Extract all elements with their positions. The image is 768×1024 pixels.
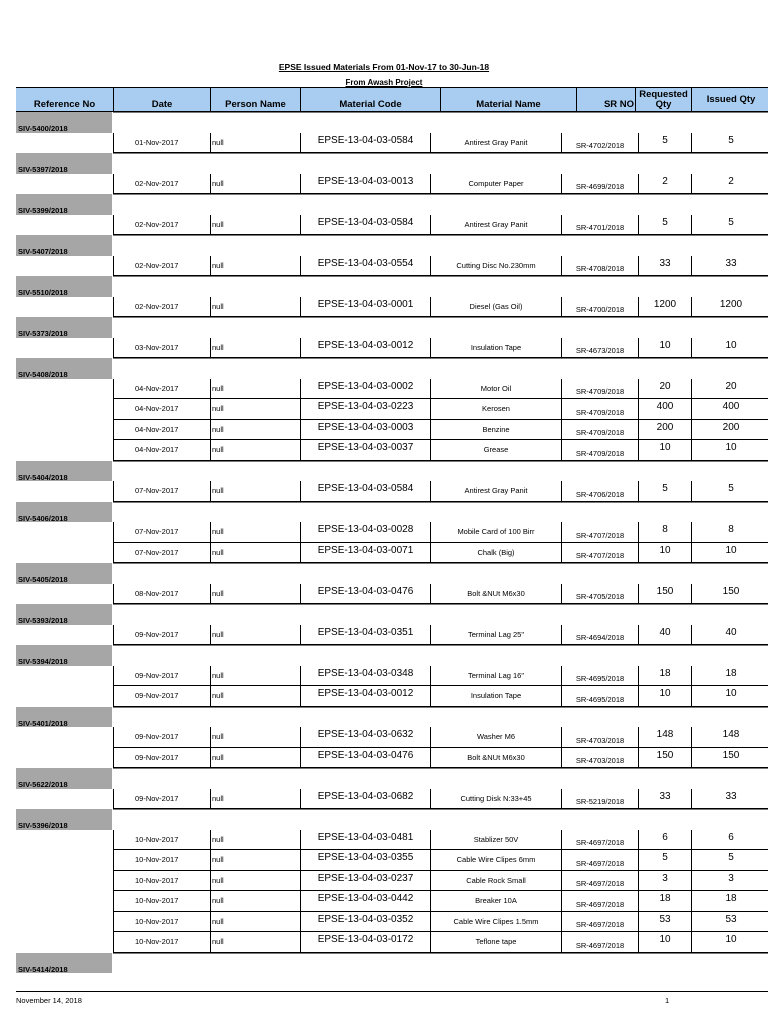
table-row [16,686,768,707]
reference-number: SIV-5396/2018 [18,821,68,830]
reference-group [16,502,768,564]
footer-divider [16,991,768,992]
requested-qty-cell: 5 [638,133,691,154]
reference-group [16,809,768,953]
sr-no-cell: SR-4702/2018 [561,133,638,154]
person-name-cell: null [210,891,300,912]
sr-no-cell: SR-4700/2018 [561,297,638,318]
person-name-cell: null [210,522,300,543]
date-cell: 08-Nov-2017 [113,584,210,605]
requested-qty-cell: 10 [638,686,691,707]
material-name-cell: Bolt &NUt M6x30 [430,584,561,605]
reference-group [16,461,768,502]
reference-group [16,707,768,769]
report-subtitle: From Awash Project [345,78,423,87]
date-cell: 10-Nov-2017 [113,891,210,912]
requested-qty-cell: 5 [638,215,691,236]
material-name-cell: Cable Wire Clipes 1.5mm [430,912,561,933]
issued-qty-cell: 8 [691,522,768,543]
issued-qty-cell: 150 [691,584,768,605]
requested-qty-cell: 150 [638,584,691,605]
reference-number: SIV-5401/2018 [18,718,68,728]
reference-spacer [113,707,768,728]
reference-number: SIV-5393/2018 [18,616,68,625]
requested-qty-cell: 400 [638,399,691,420]
material-name-cell: Terminal Lag 16" [430,666,561,687]
person-name-cell: null [210,174,300,195]
sr-no-cell: SR-4695/2018 [561,666,638,687]
reference-number: SIV-5373/2018 [18,329,68,338]
sr-no-cell: SR-4697/2018 [561,830,638,851]
issued-qty-cell: 5 [691,481,768,502]
table-row [16,727,768,748]
material-name-cell: Antirest Gray Panit [430,215,561,236]
issued-qty-cell: 5 [691,850,768,871]
requested-qty-cell: 18 [638,891,691,912]
date-cell: 04-Nov-2017 [113,420,210,441]
material-code-cell: EPSE-13-04-03-0351 [300,625,430,646]
requested-qty-cell: 10 [638,543,691,564]
sr-no-cell: SR-4708/2018 [561,256,638,277]
material-name-cell: Benzine [430,420,561,441]
requested-qty-cell: 200 [638,420,691,441]
issued-qty-cell: 40 [691,625,768,646]
material-code-cell: EPSE-13-04-03-0013 [300,174,430,195]
person-name-cell: null [210,379,300,400]
requested-qty-cell: 33 [638,789,691,810]
reference-group [16,194,768,235]
table-row [16,666,768,687]
table-row [16,850,768,871]
reference-group [16,563,768,604]
requested-qty-cell: 40 [638,625,691,646]
requested-qty-cell: 8 [638,522,691,543]
person-name-cell: null [210,850,300,871]
issued-qty-cell: 33 [691,789,768,810]
table-row [16,912,768,933]
reference-group [16,645,768,707]
table-row [16,481,768,502]
reference-group [16,276,768,317]
material-code-cell: EPSE-13-04-03-0348 [300,666,430,687]
reference-number: SIV-5406/2018 [18,513,68,523]
sr-no-cell: SR-4703/2018 [561,748,638,769]
reference-group [16,317,768,358]
sr-no-cell: SR-4694/2018 [561,625,638,646]
reference-number: SIV-5622/2018 [18,780,68,789]
header-date: Date [113,88,210,111]
person-name-cell: null [210,666,300,687]
person-name-cell: null [210,440,300,461]
issued-qty-cell: 1200 [691,297,768,318]
issued-qty-cell: 200 [691,420,768,441]
issued-qty-cell: 5 [691,133,768,154]
table-body [16,112,768,973]
person-name-cell: null [210,871,300,892]
reference-spacer [113,604,768,625]
material-code-cell: EPSE-13-04-03-0037 [300,440,430,461]
date-cell: 09-Nov-2017 [113,789,210,810]
reference-number: SIV-5394/2018 [18,657,68,666]
material-code-cell: EPSE-13-04-03-0172 [300,932,430,953]
material-name-cell: Cable Wire Clipes 6mm [430,850,561,871]
date-cell: 09-Nov-2017 [113,625,210,646]
date-cell: 02-Nov-2017 [113,215,210,236]
sr-no-cell: SR-4709/2018 [561,440,638,461]
issued-qty-cell: 10 [691,338,768,359]
reference-number: SIV-5399/2018 [18,206,68,215]
person-name-cell: null [210,830,300,851]
report-table [16,87,768,973]
person-name-cell: null [210,420,300,441]
header-requested-qty: Requested Qty [635,88,691,111]
date-cell: 07-Nov-2017 [113,543,210,564]
person-name-cell: null [210,625,300,646]
material-name-cell: Computer Paper [430,174,561,195]
person-name-cell: null [210,543,300,564]
requested-qty-cell: 53 [638,912,691,933]
material-code-cell: EPSE-13-04-03-0028 [300,522,430,543]
reference-spacer [113,461,768,482]
table-row [16,748,768,769]
header-reference-no: Reference No [33,99,96,110]
date-cell: 03-Nov-2017 [113,338,210,359]
date-cell: 09-Nov-2017 [113,686,210,707]
date-cell: 01-Nov-2017 [113,133,210,154]
material-code-cell: EPSE-13-04-03-0632 [300,727,430,748]
material-code-cell: EPSE-13-04-03-0001 [300,297,430,318]
table-row [16,789,768,810]
date-cell: 09-Nov-2017 [113,666,210,687]
date-cell: 04-Nov-2017 [113,379,210,400]
issued-qty-cell: 10 [691,440,768,461]
sr-no-cell: SR-4697/2018 [561,912,638,933]
table-row [16,399,768,420]
reference-group [16,235,768,276]
reference-number: SIV-5414/2018 [18,964,68,974]
material-name-cell: Grease [430,440,561,461]
person-name-cell: null [210,912,300,933]
material-name-cell: Terminal Lag 25" [430,625,561,646]
sr-no-cell: SR-4697/2018 [561,850,638,871]
material-code-cell: EPSE-13-04-03-0481 [300,830,430,851]
requested-qty-cell: 10 [638,440,691,461]
sr-no-cell: SR-4706/2018 [561,481,638,502]
material-name-cell: Insulation Tape [430,686,561,707]
date-cell: 09-Nov-2017 [113,748,210,769]
issued-qty-cell: 6 [691,830,768,851]
issued-qty-cell: 18 [691,666,768,687]
material-code-cell: EPSE-13-04-03-0012 [300,686,430,707]
date-cell: 10-Nov-2017 [113,912,210,933]
material-code-cell: EPSE-13-04-03-0584 [300,215,430,236]
material-code-cell: EPSE-13-04-03-0476 [300,584,430,605]
person-name-cell: null [210,686,300,707]
material-code-cell: EPSE-13-04-03-0223 [300,399,430,420]
sr-no-cell: SR-4697/2018 [561,891,638,912]
material-name-cell: Antirest Gray Panit [430,481,561,502]
sr-no-cell: SR-4695/2018 [561,686,638,707]
issued-qty-cell: 53 [691,912,768,933]
table-row [16,891,768,912]
requested-qty-cell: 150 [638,748,691,769]
date-cell: 04-Nov-2017 [113,440,210,461]
table-row [16,420,768,441]
date-cell: 02-Nov-2017 [113,256,210,277]
requested-qty-cell: 5 [638,481,691,502]
issued-qty-cell: 150 [691,748,768,769]
report-title: EPSE Issued Materials From 01-Nov-17 to 30-Jun-18 [278,62,490,72]
requested-qty-cell: 2 [638,174,691,195]
table-row [16,256,768,277]
header-person-name: Person Name [210,88,300,111]
sr-no-cell: SR-4697/2018 [561,932,638,953]
material-name-cell: Stablizer 50V [430,830,561,851]
material-code-cell: EPSE-13-04-03-0682 [300,789,430,810]
requested-qty-cell: 1200 [638,297,691,318]
reference-spacer [113,563,768,584]
reference-spacer [113,317,768,338]
issued-qty-cell: 33 [691,256,768,277]
sr-no-cell: SR-4705/2018 [561,584,638,605]
date-cell: 07-Nov-2017 [113,522,210,543]
reference-spacer [113,645,768,666]
material-name-cell: Teflone tape [430,932,561,953]
material-code-cell: EPSE-13-04-03-0002 [300,379,430,400]
header-material-name: Material Name [440,88,576,111]
sr-no-cell: SR-4697/2018 [561,871,638,892]
material-code-cell: EPSE-13-04-03-0355 [300,850,430,871]
table-header [16,87,768,112]
sr-no-cell: SR-4707/2018 [561,522,638,543]
reference-spacer [113,194,768,215]
material-name-cell: Washer M6 [430,727,561,748]
requested-qty-cell: 3 [638,871,691,892]
reference-group [16,768,768,809]
table-row [16,584,768,605]
requested-qty-cell: 148 [638,727,691,748]
footer-page-number: 1 [665,996,670,1005]
material-name-cell: Insulation Tape [430,338,561,359]
issued-qty-cell: 10 [691,932,768,953]
header-sr-no: SR NO [576,88,661,111]
reference-number: SIV-5405/2018 [18,575,68,584]
material-code-cell: EPSE-13-04-03-0476 [300,748,430,769]
reference-spacer [113,953,768,974]
table-row [16,297,768,318]
reference-number: SIV-5407/2018 [18,247,68,256]
material-code-cell: EPSE-13-04-03-0237 [300,871,430,892]
requested-qty-cell: 33 [638,256,691,277]
requested-qty-cell: 20 [638,379,691,400]
table-row [16,871,768,892]
table-row [16,440,768,461]
material-name-cell: Cutting Disc No.230mm [430,256,561,277]
reference-number: SIV-5404/2018 [18,472,68,482]
material-code-cell: EPSE-13-04-03-0071 [300,543,430,564]
date-cell: 10-Nov-2017 [113,850,210,871]
date-cell: 10-Nov-2017 [113,830,210,851]
person-name-cell: null [210,256,300,277]
requested-qty-cell: 10 [638,932,691,953]
requested-qty-cell: 5 [638,850,691,871]
material-code-cell: EPSE-13-04-03-0012 [300,338,430,359]
reference-group [16,604,768,645]
reference-number: SIV-5510/2018 [18,288,68,297]
person-name-cell: null [210,584,300,605]
material-code-cell: EPSE-13-04-03-0584 [300,133,430,154]
reference-spacer [113,235,768,256]
material-code-cell: EPSE-13-04-03-0584 [300,481,430,502]
table-row [16,174,768,195]
person-name-cell: null [210,748,300,769]
person-name-cell: null [210,789,300,810]
material-name-cell: Cable Rock Small [430,871,561,892]
header-material-code: Material Code [300,88,440,111]
date-cell: 10-Nov-2017 [113,932,210,953]
sr-no-cell: SR-4709/2018 [561,420,638,441]
sr-no-cell: SR-5219/2018 [561,789,638,810]
issued-qty-cell: 400 [691,399,768,420]
sr-no-cell: SR-4707/2018 [561,543,638,564]
reference-number: SIV-5400/2018 [18,124,68,133]
reference-group [16,358,768,461]
person-name-cell: null [210,133,300,154]
date-cell: 07-Nov-2017 [113,481,210,502]
table-row [16,932,768,953]
date-cell: 04-Nov-2017 [113,399,210,420]
person-name-cell: null [210,338,300,359]
header-issued-qty: Issued Qty [691,88,768,111]
person-name-cell: null [210,297,300,318]
material-code-cell: EPSE-13-04-03-0554 [300,256,430,277]
reference-spacer [113,809,768,830]
person-name-cell: null [210,727,300,748]
table-row [16,215,768,236]
sr-no-cell: SR-4673/2018 [561,338,638,359]
sr-no-cell: SR-4701/2018 [561,215,638,236]
reference-spacer [113,768,768,789]
reference-group [16,112,768,153]
issued-qty-cell: 10 [691,686,768,707]
date-cell: 09-Nov-2017 [113,727,210,748]
requested-qty-cell: 10 [638,338,691,359]
reference-group [16,153,768,194]
reference-spacer [113,502,768,523]
table-row [16,543,768,564]
material-name-cell: Antirest Gray Panit [430,133,561,154]
reference-spacer [113,276,768,297]
issued-qty-cell: 3 [691,871,768,892]
sr-no-cell: SR-4709/2018 [561,399,638,420]
sr-no-cell: SR-4709/2018 [561,379,638,400]
reference-spacer [113,153,768,174]
date-cell: 02-Nov-2017 [113,174,210,195]
material-name-cell: Chalk (Big) [430,543,561,564]
person-name-cell: null [210,932,300,953]
issued-qty-cell: 148 [691,727,768,748]
material-name-cell: Breaker 10A [430,891,561,912]
date-cell: 02-Nov-2017 [113,297,210,318]
sr-no-cell: SR-4699/2018 [561,174,638,195]
sr-no-cell: SR-4703/2018 [561,727,638,748]
issued-qty-cell: 5 [691,215,768,236]
person-name-cell: null [210,481,300,502]
table-row [16,830,768,851]
person-name-cell: null [210,215,300,236]
material-name-cell: Kerosen [430,399,561,420]
table-row [16,379,768,400]
material-code-cell: EPSE-13-04-03-0442 [300,891,430,912]
reference-number: SIV-5397/2018 [18,165,68,174]
issued-qty-cell: 18 [691,891,768,912]
table-row [16,522,768,543]
table-row [16,338,768,359]
reference-spacer [113,112,768,133]
material-name-cell: Mobile Card of 100 Birr [430,522,561,543]
table-row [16,625,768,646]
reference-spacer [113,358,768,379]
requested-qty-cell: 6 [638,830,691,851]
footer-date: November 14, 2018 [16,996,82,1005]
material-code-cell: EPSE-13-04-03-0003 [300,420,430,441]
reference-number: SIV-5408/2018 [18,370,68,379]
material-code-cell: EPSE-13-04-03-0352 [300,912,430,933]
issued-qty-cell: 20 [691,379,768,400]
issued-qty-cell: 10 [691,543,768,564]
material-name-cell: Motor Oil [430,379,561,400]
person-name-cell: null [210,399,300,420]
material-name-cell: Bolt &NUt M6x30 [430,748,561,769]
requested-qty-cell: 18 [638,666,691,687]
material-name-cell: Cutting Disk N:33+45 [430,789,561,810]
material-name-cell: Diesel (Gas Oil) [430,297,561,318]
table-row [16,133,768,154]
date-cell: 10-Nov-2017 [113,871,210,892]
issued-qty-cell: 2 [691,174,768,195]
reference-group [16,953,768,974]
